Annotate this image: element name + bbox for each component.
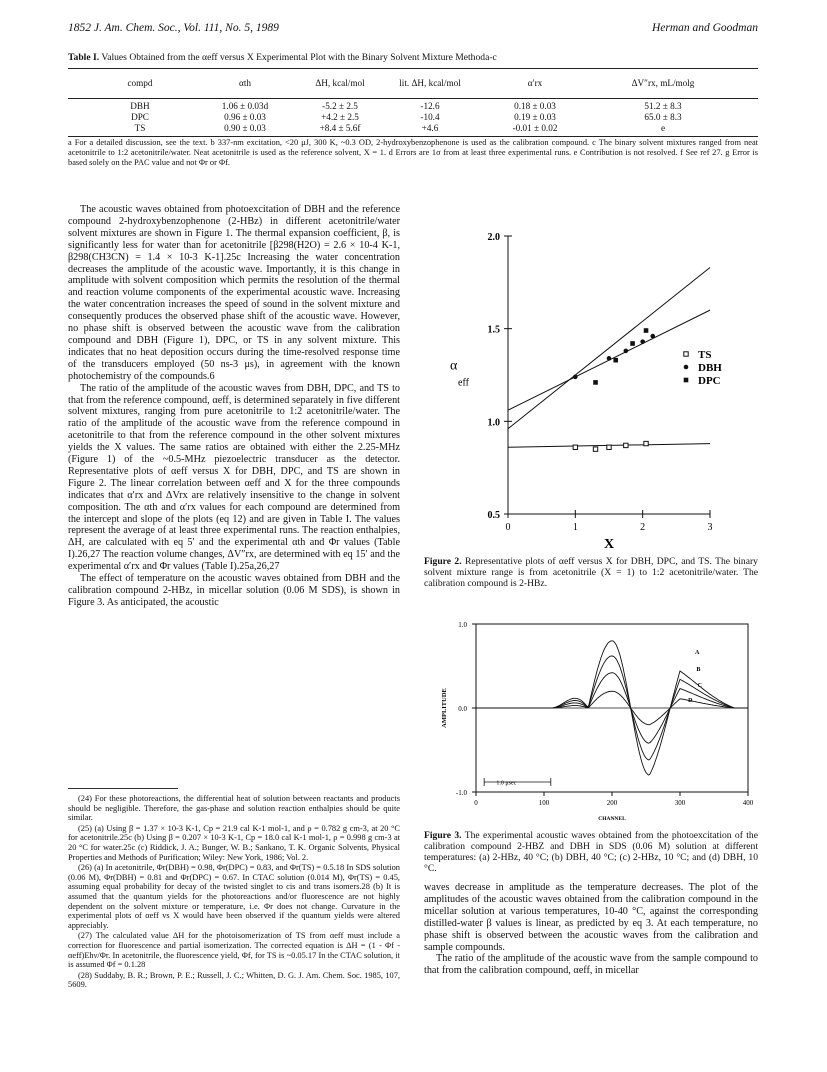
table-header-cell: lit. ΔH, kcal/mol <box>399 78 461 88</box>
table-cell: 1.06 ± 0.03d <box>221 101 269 111</box>
figure-3-label: Figure 3. <box>424 830 462 841</box>
legend-label-dbh: DBH <box>698 362 722 374</box>
fit-line-dpc <box>508 268 710 429</box>
scale-bar-label: 1.0 μsec <box>496 780 517 787</box>
footnote: (24) For these photoreactions, the differential heat of solution between reactants and products should be negligible. Therefore, the gas-phase and solution reaction enthalpies should be quite similar. <box>68 794 400 823</box>
y-tick-label: 1.0 <box>458 621 467 629</box>
x-tick-label: 100 <box>538 799 550 807</box>
x-tick-label: 300 <box>674 799 686 807</box>
figure-2-label: Figure 2. <box>424 556 462 567</box>
footnote: (25) (a) Using β = 1.37 × 10-3 K-1, Cp = 21.9 cal K-1 mol-1, and ρ = 0.782 g cm-3, at 20 °C for acetonitrile.25c (b) Using β = 0.207 × 10-3 K-1, Cp = 18.0 cal K-1 mol-1, ρ = 0.998 g cm-3 at 20 °C for water.25c (c) Riddick, J. A.; Bunger, W. B.; Sankano, T. K. Organic Solvents, Physical Properties and Methods of Purification; Wiley: New York, 1986; Vol. 2. <box>68 823 400 862</box>
wave-label-d: D <box>688 698 693 705</box>
dpc-point <box>593 380 598 385</box>
table-cell: 0.96 ± 0.03 <box>224 112 266 122</box>
table-cell: e <box>660 123 666 133</box>
table-bottom-rule <box>68 136 758 137</box>
table-top-rule <box>68 68 758 69</box>
wave-label-b: B <box>696 667 701 674</box>
ts-point <box>644 441 648 445</box>
figure-3-caption <box>424 830 758 874</box>
dbh-point <box>684 365 689 370</box>
table-cell: -10.4 <box>420 112 440 122</box>
table-cell: -0.01 ± 0.02 <box>512 123 558 133</box>
table-footnotes: a For a detailed discussion, see the text. b 337-nm excitation, <20 μJ, 300 K, ~0.3 OD, 2-hydroxybenzophenone is used as the calibration compound. c The binary solvent mixtures ranged from neat acetonitrile to 1:2 acetonitrile/water. Neat acetonitrile is used as the reference solvent, X = 1. d Errors are 1σ from at least three experimental runs. e Contribution is not resolved. f See ref 27. g Error is based solely on the PAC value and not Φr or Φf. <box>68 138 758 168</box>
x-axis-label: CHANNEL <box>598 816 626 822</box>
table-cell: 0.18 ± 0.03 <box>514 101 556 111</box>
table-cell: 0.90 ± 0.03 <box>224 123 266 133</box>
figure-2-chart <box>420 224 760 552</box>
y-axis-label: AMPLITUDE <box>441 688 448 728</box>
table-header-cell: compd <box>127 78 153 88</box>
dbh-point <box>650 334 655 339</box>
table-cell: -12.6 <box>420 101 440 111</box>
dpc-point <box>684 378 689 383</box>
legend-label-dpc: DPC <box>698 375 721 387</box>
table-cell: 65.0 ± 8.3 <box>644 112 682 122</box>
x-tick-label: 400 <box>742 799 754 807</box>
paragraph: waves decrease in amplitude as the temperature decreases. The plot of the amplitudes of the acoustic waves obtained from the calibration compound in the micellar solution at various temperatures, 10-40 °C, against the corresponding distilled-water β values is linear, as predicted by eq 3. At each temperature, no phase shift is observed between the acoustic waves from the calibration and sample compounds. <box>424 882 758 953</box>
wave-label-c: C <box>697 683 703 689</box>
x-tick-label: 1 <box>572 522 578 533</box>
table-caption <box>68 52 758 63</box>
legend-label-ts: TS <box>698 349 712 361</box>
authors-head: Herman and Goodman <box>651 22 758 34</box>
y-tick-label: 0.5 <box>487 510 500 521</box>
footnotes-left <box>68 794 400 991</box>
dbh-point <box>573 375 578 380</box>
x-tick-label: 0 <box>474 799 478 807</box>
dpc-point <box>630 341 635 346</box>
dpc-point <box>644 328 649 333</box>
dpc-point <box>613 358 618 363</box>
table-cell: -5.2 ± 2.5 <box>322 101 358 111</box>
ts-point <box>624 443 628 447</box>
y-tick-label: -1.0 <box>455 789 467 797</box>
table-header-rule <box>68 98 758 99</box>
page-header <box>68 22 758 36</box>
footnote: (26) (a) In acetonitrile, Φr(DBH) = 0.98, Φr(DPC) = 0.83, and Φr(TS) = 0.5.18 In SDS solution (0.06 M), Φr(DBH) = 0.81 and Φr(DPC) = 0.67. In CTAC solution (0.014 M), Φr(TS) = 0.45, assuming equal probability for decay of the twisted singlet to cis and trans isomers.28 (b) It is assumed that the quantum yields for the photoreactions and/or fluorescence are not highly dependent on the solvent mixture or temperature, i.e. Φr does not change. Curvature in the experimental plots of αeff vs X would have been observed if the quantum yields were altered appreciably. <box>68 863 400 930</box>
table-header-cell: ΔV″rx, mL/molg <box>631 78 695 88</box>
paragraph: The ratio of the amplitude of the acoustic waves from DBH, DPC, and TS to that from the reference compound, αeff, is determined separately in five different solvent mixtures, ranging from pure acetonitrile to 1:2 acetonitrile/water. The ratio of the amplitude of the acoustic wave from the reference compound in acetonitrile to that from the reference compound in the other solvent mixtures yields the X values. The same ratios are obtained with either the 2.25-MHz (Figure 1) of the ~0.5-MHz piezoelectric transducer as the detector. Representative plots of αeff versus X for DBH, DPC, and TS are shown in Figure 2. The linear correlation between αeff and X for the three compounds indicates that α′rx and ΔVrx are relatively insensitive to the change in solvent composition. The αth and α′rx values for each compound are determined from the intercept and slope of the plots (eq 12) and are given in Table I. The values represent the average of at least three experimental runs. The reaction enthalpies, ΔH, are calculated with eq 5′ and the experimental αth and Φr values (Table I).26,27 The reaction volume changes, ΔV″rx, are determined with eq 15′ and the experimental α′rx and Φr values (Table I).25a,26,27 <box>68 382 400 573</box>
y-tick-label: 0.0 <box>458 705 467 713</box>
paragraph: The acoustic waves obtained from photoexcitation of DBH and the reference compound 2-hydroxybenzophenone (2-HBz) in different acetonitrile/water solvent mixtures are shown in Figure 1. The thermal expansion coefficient, β, is significantly less for water than for acetonitrile [β298(H2O) = 2.6 × 10-4 K-1, β298(CH3CN) = 1.4 × 10-3 K-1].25c Increasing the water concentration decreases the amplitude of the acoustic wave. Importantly, it is this change in amplitude with solvent composition which permits the resolution of the thermal and reaction volume components of the experimental acoustic wave. Increasing the water concentration increases the speed of sound in the solvent mixture and consequently produces the observed phase shift of the acoustic wave. However, no phase shift is observed between the acoustic wave from the calibration compound and DBH (Figure 1), DPC, or TS in any solvent mixture. This indicates that no heat deposition occurs during the time-resolved response time of the transducers employed (50 ns-3 μs), in agreement with the known photochemistry of the compounds.6 <box>68 204 400 382</box>
running-head: 1852 J. Am. Chem. Soc., Vol. 111, No. 5, 1989 <box>68 22 279 34</box>
figure-2-caption <box>424 556 758 589</box>
table-cell: +4.2 ± 2.5 <box>321 112 359 122</box>
x-tick-label: 200 <box>606 799 618 807</box>
ts-point <box>593 447 597 451</box>
y-axis-label-eff: eff <box>458 377 469 389</box>
y-tick-label: 2.0 <box>487 232 500 243</box>
table-header-cell: αth <box>239 78 251 88</box>
ts-point <box>607 445 611 449</box>
dbh-point <box>640 339 645 344</box>
y-axis-label-alpha: α <box>450 358 458 374</box>
x-tick-label: 0 <box>505 522 511 533</box>
table-cell: +8.4 ± 5.6f <box>319 123 361 133</box>
footnote: (27) The calculated value ΔH for the photoisomerization of TS from αeff must include a correction for fluorescence and partial isomerization. The corrected equation is ΔH = (1 - Φf - αeff)Ehν/Φr. In acetonitrile, the fluorescence yield, Φf, for TS is ~0.05.17 In the CTAC solution, it is assumed Φf = 0.1.28 <box>68 931 400 970</box>
table-label: Table I. <box>68 52 100 63</box>
footnote-rule <box>68 788 178 789</box>
dbh-point <box>624 349 629 354</box>
paragraph: The effect of temperature on the acoustic waves obtained from DBH and the calibration compound 2-HBz, in micellar solution (0.06 M SDS), is shown in Figure 3. As anticipated, the acoustic <box>68 573 400 608</box>
x-tick-label: 2 <box>640 522 646 533</box>
table-row-label: TS <box>134 123 146 133</box>
table-cell: 51.2 ± 8.3 <box>644 101 682 111</box>
table-row-label: DBH <box>130 101 150 111</box>
figure-3-chart <box>420 614 760 830</box>
table-cell: +4.6 <box>421 123 439 133</box>
table-row-label: DPC <box>131 112 149 122</box>
body-text-right <box>424 882 758 977</box>
wave-label-a: A <box>694 650 700 657</box>
table-header-cell: α′rx <box>527 78 543 88</box>
ts-point <box>684 352 688 356</box>
table-cell: 0.19 ± 0.03 <box>514 112 556 122</box>
table-header-cell: ΔH, kcal/mol <box>315 78 365 88</box>
y-tick-label: 1.5 <box>487 324 500 336</box>
footnote: (28) Suddaby, B. R.; Brown, P. E.; Russell, J. C.; Whitten, D. G. J. Am. Chem. Soc. 1985, 107, 5609. <box>68 970 400 990</box>
paragraph: The ratio of the amplitude of the acoustic wave from the sample compound to that from the calibration compound, αeff, in micellar <box>424 953 758 977</box>
body-text-left <box>68 204 400 609</box>
y-tick-label: 1.0 <box>487 417 500 429</box>
x-tick-label: 3 <box>707 522 713 533</box>
figure-2-caption-text: Representative plots of αeff versus X for DBH, DPC, and TS. The binary solvent mixture range is from acetonitrile (X = 1) to 1:2 acetonitrile/water. The calibration compound is 2-HBz. <box>424 556 758 589</box>
ts-point <box>573 445 577 449</box>
dbh-point <box>607 356 612 361</box>
x-axis-label: X <box>603 537 615 552</box>
figure-3-caption-text: The experimental acoustic waves obtained from the photoexcitation of the calibration compound 2-HBZ and DBH in SDS (0.06 M) solution at different temperatures: (a) 2-HBz, 40 °C; (b) DBH, 40 °C; (c) 2-HBz, 10 °C; and (d) DBH, 10 °C. <box>424 830 758 874</box>
table-caption-text: Values Obtained from the αeff versus X Experimental Plot with the Binary Solvent Mixture Methoda-c <box>101 52 497 63</box>
